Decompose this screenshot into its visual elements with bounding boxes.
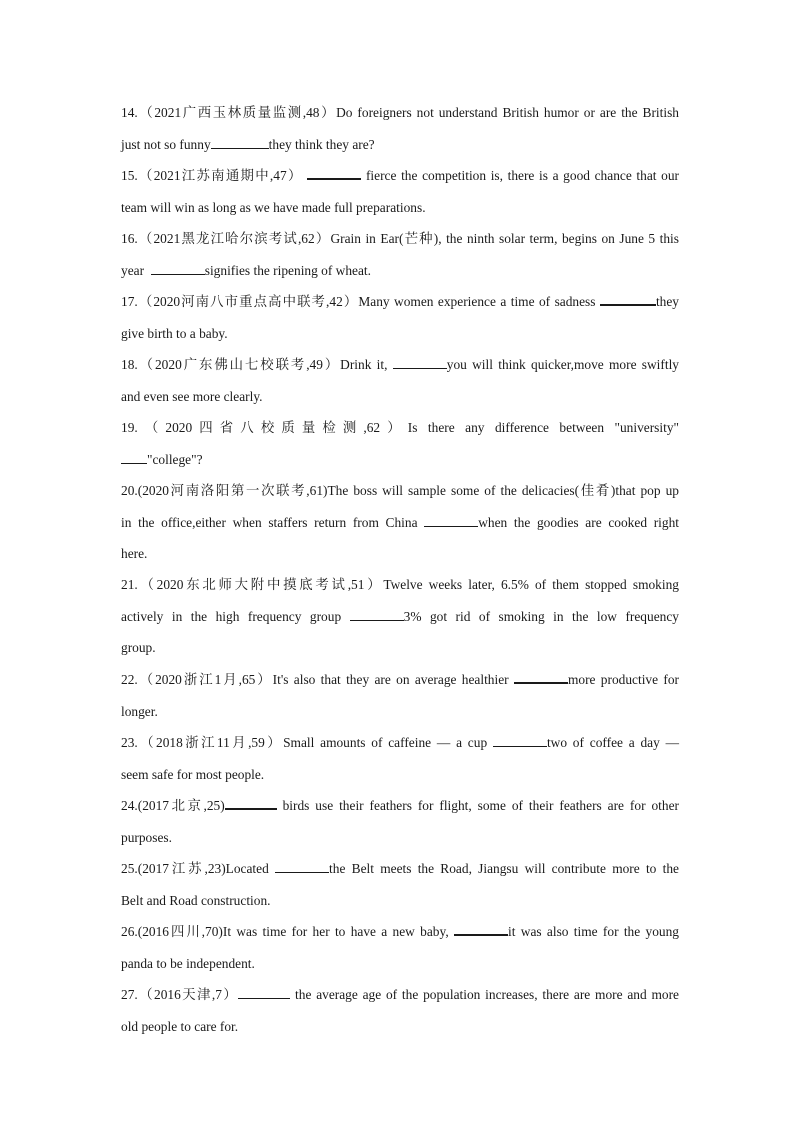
question-line: [121, 538, 679, 570]
question-number: 22.: [121, 672, 138, 687]
question-17: [121, 286, 679, 349]
question-text: seem safe for most people.: [121, 766, 265, 782]
question-text: Small amounts of caffeine — a cup: [283, 735, 488, 750]
question-line: [121, 790, 679, 822]
question-text: It's also that they are on average healthier: [272, 672, 509, 687]
question-text: give birth to a baby.: [121, 325, 228, 341]
question-text: Located: [225, 861, 269, 876]
question-source: (2017北京,25): [137, 798, 225, 813]
question-line: [121, 822, 679, 854]
question-source: （2018浙江11月,59）: [137, 735, 284, 750]
question-text: they think they are?: [268, 136, 375, 152]
question-text: birds use their feathers for flight, some of their feathers are for other: [282, 798, 679, 813]
answer-blank[interactable]: [275, 859, 329, 873]
question-text: Many women experience a time of sadness: [358, 294, 596, 309]
question-text: Is there any difference between "university": [407, 420, 679, 435]
question-text: when the goodies are cooked right: [478, 514, 679, 530]
question-text: fierce the competition is, there is a good chance that our: [365, 168, 679, 183]
question-text: actively in the high frequency group: [121, 608, 342, 624]
question-text: more productive for: [567, 672, 679, 687]
question-number: 19.: [121, 420, 138, 435]
answer-blank[interactable]: [151, 261, 205, 275]
question-number: 16.: [121, 231, 138, 246]
question-line: [121, 223, 679, 255]
question-18: [121, 349, 679, 412]
question-line: [121, 727, 679, 759]
question-number: 24.: [121, 798, 138, 813]
question-22: [121, 664, 679, 727]
question-text: the Belt meets the Road, Jiangsu will contribute more to the: [329, 861, 679, 876]
answer-blank[interactable]: [211, 135, 269, 149]
question-line: [121, 632, 679, 664]
answer-blank[interactable]: [225, 795, 277, 810]
question-line: [121, 979, 679, 1011]
question-number: 23.: [121, 735, 138, 750]
question-21: [121, 569, 679, 664]
question-26: [121, 916, 679, 979]
question-line: [121, 412, 679, 444]
question-source: （2020东北师大附中摸底考试,51）: [137, 577, 384, 592]
question-text: they: [655, 294, 679, 309]
answer-blank[interactable]: [393, 355, 447, 369]
question-text: "college"?: [147, 451, 203, 467]
question-line: [121, 192, 679, 224]
question-source: (2016四川,70): [137, 924, 223, 939]
question-number: 17.: [121, 294, 138, 309]
question-27: [121, 979, 679, 1042]
question-14: [121, 97, 679, 160]
question-text: here.: [121, 546, 148, 562]
answer-blank[interactable]: [350, 607, 404, 621]
question-source: （2020河南八市重点高中联考,42）: [137, 294, 359, 309]
answer-blank[interactable]: [600, 291, 656, 306]
question-source: （2020四省八校质量检测,62）: [137, 420, 408, 435]
question-line: [121, 759, 679, 791]
question-line: [121, 1011, 679, 1043]
answer-blank[interactable]: [493, 733, 547, 747]
question-text: and even see more clearly.: [121, 388, 263, 404]
question-line: [121, 318, 679, 350]
question-text: Grain in Ear(芒种), the ninth solar term, begins on June 5 this: [330, 231, 679, 246]
question-line: [121, 160, 679, 192]
question-24: [121, 790, 679, 853]
question-line: [121, 507, 679, 539]
question-text: Twelve weeks later, 6.5% of them stopped smoking: [383, 577, 679, 592]
question-text: group.: [121, 640, 156, 656]
question-16: [121, 223, 679, 286]
answer-blank[interactable]: [238, 985, 290, 999]
question-number: 26.: [121, 924, 138, 939]
question-text: two of coffee a day —: [546, 735, 679, 750]
question-line: [121, 286, 679, 318]
answer-blank[interactable]: [424, 513, 478, 527]
question-text: The boss will sample some of the delicacies(佳肴)that pop up: [327, 483, 679, 498]
question-text: in the office,either when staffers return from China: [121, 514, 418, 530]
question-text: the average age of the population increases, there are more and more: [295, 987, 679, 1002]
question-number: 21.: [121, 577, 138, 592]
question-text: Do foreigners not understand British humor or are the British: [336, 105, 679, 120]
question-text: Drink it,: [340, 357, 388, 372]
answer-blank[interactable]: [121, 450, 147, 464]
question-text: 3% got rid of smoking in the low frequency: [403, 608, 679, 624]
question-number: 20.: [121, 483, 138, 498]
question-number: 25.: [121, 861, 138, 876]
question-text: old people to care for.: [121, 1018, 239, 1034]
question-line: [121, 129, 679, 161]
answer-blank[interactable]: [454, 921, 508, 936]
question-source: （2021广西玉林质量监测,48）: [137, 105, 337, 120]
question-line: [121, 349, 679, 381]
question-text: It was time for her to have a new baby,: [222, 924, 449, 939]
question-line: [121, 948, 679, 980]
question-number: 27.: [121, 987, 138, 1002]
question-source: (2017江苏,23): [137, 861, 226, 876]
question-15: [121, 160, 679, 223]
question-text: year: [121, 262, 145, 278]
question-19: [121, 412, 679, 475]
question-source: （2020浙江1月,65）: [137, 672, 273, 687]
question-line: [121, 255, 679, 287]
question-source: （2016天津,7）: [137, 987, 239, 1002]
question-line: [121, 916, 679, 948]
question-line: [121, 97, 679, 129]
question-text: team will win as long as we have made full preparations.: [121, 199, 426, 215]
question-text: longer.: [121, 703, 158, 719]
question-line: [121, 601, 679, 633]
answer-blank[interactable]: [307, 165, 361, 180]
question-source: （2020广东佛山七校联考,49）: [137, 357, 341, 372]
question-line: [121, 444, 679, 476]
answer-blank[interactable]: [514, 669, 568, 684]
question-source: （2021黑龙江哈尔滨考试,62）: [137, 231, 331, 246]
question-text: purposes.: [121, 829, 172, 845]
question-source: (2020河南洛阳第一次联考,61): [137, 483, 328, 498]
question-number: 15.: [121, 168, 138, 183]
question-line: [121, 853, 679, 885]
question-text: just not so funny: [121, 136, 211, 152]
question-line: [121, 381, 679, 413]
question-text: signifies the ripening of wheat.: [204, 262, 371, 278]
question-text: you will think quicker,move more swiftly: [446, 357, 679, 372]
question-23: [121, 727, 679, 790]
question-line: [121, 885, 679, 917]
question-line: [121, 696, 679, 728]
question-source: （2021江苏南通期中,47）: [137, 168, 303, 183]
question-25: [121, 853, 679, 916]
question-text: Belt and Road construction.: [121, 892, 271, 908]
question-line: [121, 664, 679, 696]
question-text: it was also time for the young: [508, 924, 679, 939]
question-line: [121, 475, 679, 507]
question-line: [121, 569, 679, 601]
question-20: [121, 475, 679, 570]
question-number: 14.: [121, 105, 138, 120]
question-text: panda to be independent.: [121, 955, 255, 971]
question-number: 18.: [121, 357, 138, 372]
